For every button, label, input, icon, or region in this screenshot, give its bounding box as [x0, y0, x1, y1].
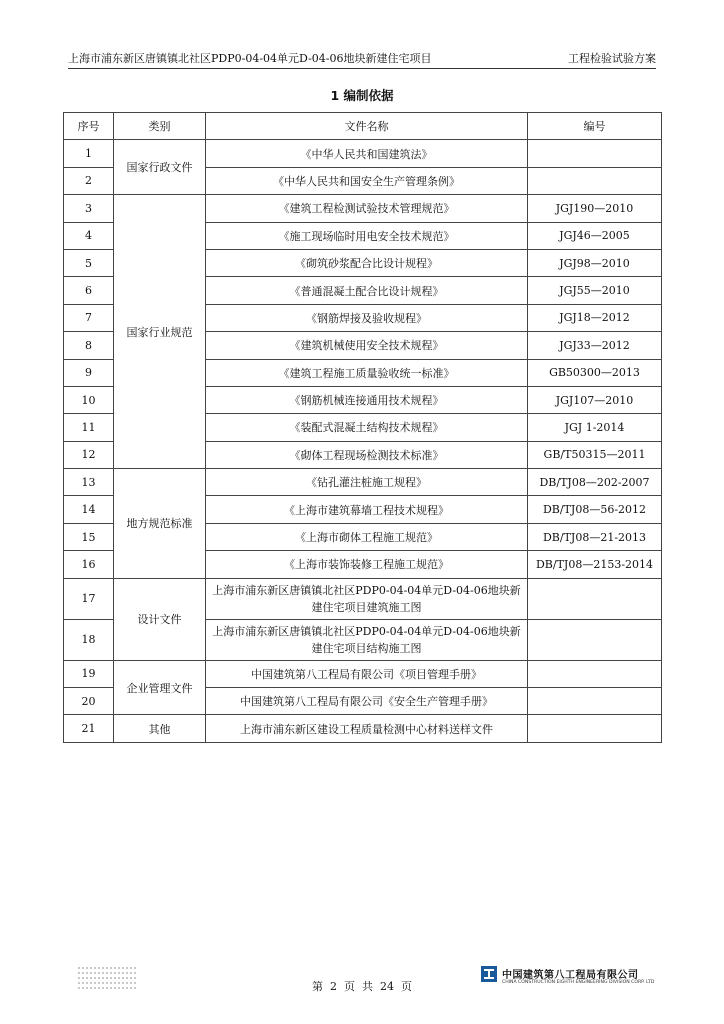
- row-number: 16: [64, 551, 114, 578]
- document-name: 《普通混凝土配合比设计规程》: [206, 277, 528, 304]
- category-cell: 国家行政文件: [114, 140, 206, 195]
- column-header-no: 序号: [64, 113, 114, 140]
- document-name: 上海市浦东新区唐镇镇北社区PDP0-04-04单元D-04-06地块新建住宅项目建筑施工图: [206, 578, 528, 619]
- header-project-title: 上海市浦东新区唐镇镇北社区PDP0-04-04单元D-04-06地块新建住宅项目: [68, 52, 432, 65]
- document-name: 《装配式混凝土结构技术规程》: [206, 414, 528, 441]
- document-name: 《施工现场临时用电安全技术规范》: [206, 222, 528, 249]
- document-code: [528, 167, 662, 194]
- document-name: 《中华人民共和国建筑法》: [206, 140, 528, 167]
- table-row: [64, 469, 662, 496]
- document-name: 《钢筋焊接及验收规程》: [206, 304, 528, 331]
- document-code: [528, 715, 662, 742]
- document-code: [528, 688, 662, 715]
- column-header-code: 编号: [528, 113, 662, 140]
- row-number: 4: [64, 222, 114, 249]
- row-number: 20: [64, 688, 114, 715]
- document-code: JGJ 1-2014: [528, 414, 662, 441]
- header-document-title: 工程检验试验方案: [568, 52, 656, 65]
- document-name: 《建筑机械使用安全技术规程》: [206, 332, 528, 359]
- table-row: [64, 195, 662, 222]
- row-number: 14: [64, 496, 114, 523]
- document-code: GB50300—2013: [528, 359, 662, 386]
- document-name: 上海市浦东新区唐镇镇北社区PDP0-04-04单元D-04-06地块新建住宅项目结构施工图: [206, 619, 528, 660]
- document-name: 《上海市装饰装修工程施工规范》: [206, 551, 528, 578]
- document-name: 《建筑工程检测试验技术管理规范》: [206, 195, 528, 222]
- row-number: 3: [64, 195, 114, 222]
- document-code: GB/T50315—2011: [528, 441, 662, 468]
- row-number: 9: [64, 359, 114, 386]
- table-header-row: [64, 113, 662, 140]
- document-name: 《上海市建筑幕墙工程技术规程》: [206, 496, 528, 523]
- document-code: DB/TJ08—2153-2014: [528, 551, 662, 578]
- document-name: 上海市浦东新区建设工程质量检测中心材料送样文件: [206, 715, 528, 742]
- document-code: JGJ98—2010: [528, 249, 662, 276]
- row-number: 6: [64, 277, 114, 304]
- document-name: 《建筑工程施工质量验收统一标准》: [206, 359, 528, 386]
- row-number: 10: [64, 386, 114, 413]
- document-name: 《砌体工程现场检测技术标准》: [206, 441, 528, 468]
- document-code: JGJ107—2010: [528, 386, 662, 413]
- company-logo-subtitle: CHINA CONSTRUCTION EIGHTH ENGINEERING DIVISION CORP. LTD: [502, 980, 655, 985]
- company-logo: [481, 966, 661, 990]
- row-number: 2: [64, 167, 114, 194]
- table-row: [64, 660, 662, 687]
- company-logo-icon: [481, 966, 497, 982]
- document-code: [528, 578, 662, 619]
- company-logo-name: 中国建筑第八工程局有限公司: [502, 970, 639, 981]
- document-name: 《砌筑砂浆配合比设计规程》: [206, 249, 528, 276]
- document-code: [528, 140, 662, 167]
- row-number: 19: [64, 660, 114, 687]
- table-row: [64, 140, 662, 167]
- category-cell: 国家行业规范: [114, 195, 206, 469]
- row-number: 12: [64, 441, 114, 468]
- document-code: DB/TJ08—21-2013: [528, 523, 662, 550]
- document-name: 中国建筑第八工程局有限公司《安全生产管理手册》: [206, 688, 528, 715]
- row-number: 17: [64, 578, 114, 619]
- document-code: JGJ33—2012: [528, 332, 662, 359]
- row-number: 18: [64, 619, 114, 660]
- row-number: 8: [64, 332, 114, 359]
- category-cell: 设计文件: [114, 578, 206, 660]
- document-code: JGJ55—2010: [528, 277, 662, 304]
- section-title: 1 编制依据: [330, 88, 394, 103]
- document-code: [528, 619, 662, 660]
- row-number: 15: [64, 523, 114, 550]
- document-name: 中国建筑第八工程局有限公司《项目管理手册》: [206, 660, 528, 687]
- row-number: 5: [64, 249, 114, 276]
- row-number: 11: [64, 414, 114, 441]
- page-header: [68, 50, 656, 69]
- document-name: 《钢筋机械连接通用技术规程》: [206, 386, 528, 413]
- document-name: 《上海市砌体工程施工规范》: [206, 523, 528, 550]
- document-code: JGJ46—2005: [528, 222, 662, 249]
- column-header-name: 文件名称: [206, 113, 528, 140]
- category-cell: 其他: [114, 715, 206, 742]
- page-number: 第 2 页 共 24 页: [312, 980, 412, 993]
- document-name: 《中华人民共和国安全生产管理条例》: [206, 167, 528, 194]
- table-row: [64, 715, 662, 742]
- document-code: JGJ18—2012: [528, 304, 662, 331]
- row-number: 1: [64, 140, 114, 167]
- row-number: 21: [64, 715, 114, 742]
- document-code: [528, 660, 662, 687]
- row-number: 13: [64, 469, 114, 496]
- document-code: DB/TJ08—202-2007: [528, 469, 662, 496]
- category-cell: 企业管理文件: [114, 660, 206, 715]
- document-code: JGJ190—2010: [528, 195, 662, 222]
- basis-table: [63, 112, 662, 743]
- category-cell: 地方规范标准: [114, 469, 206, 579]
- column-header-category: 类别: [114, 113, 206, 140]
- row-number: 7: [64, 304, 114, 331]
- document-name: 《钻孔灌注桩施工规程》: [206, 469, 528, 496]
- document-code: DB/TJ08—56-2012: [528, 496, 662, 523]
- table-row: [64, 578, 662, 619]
